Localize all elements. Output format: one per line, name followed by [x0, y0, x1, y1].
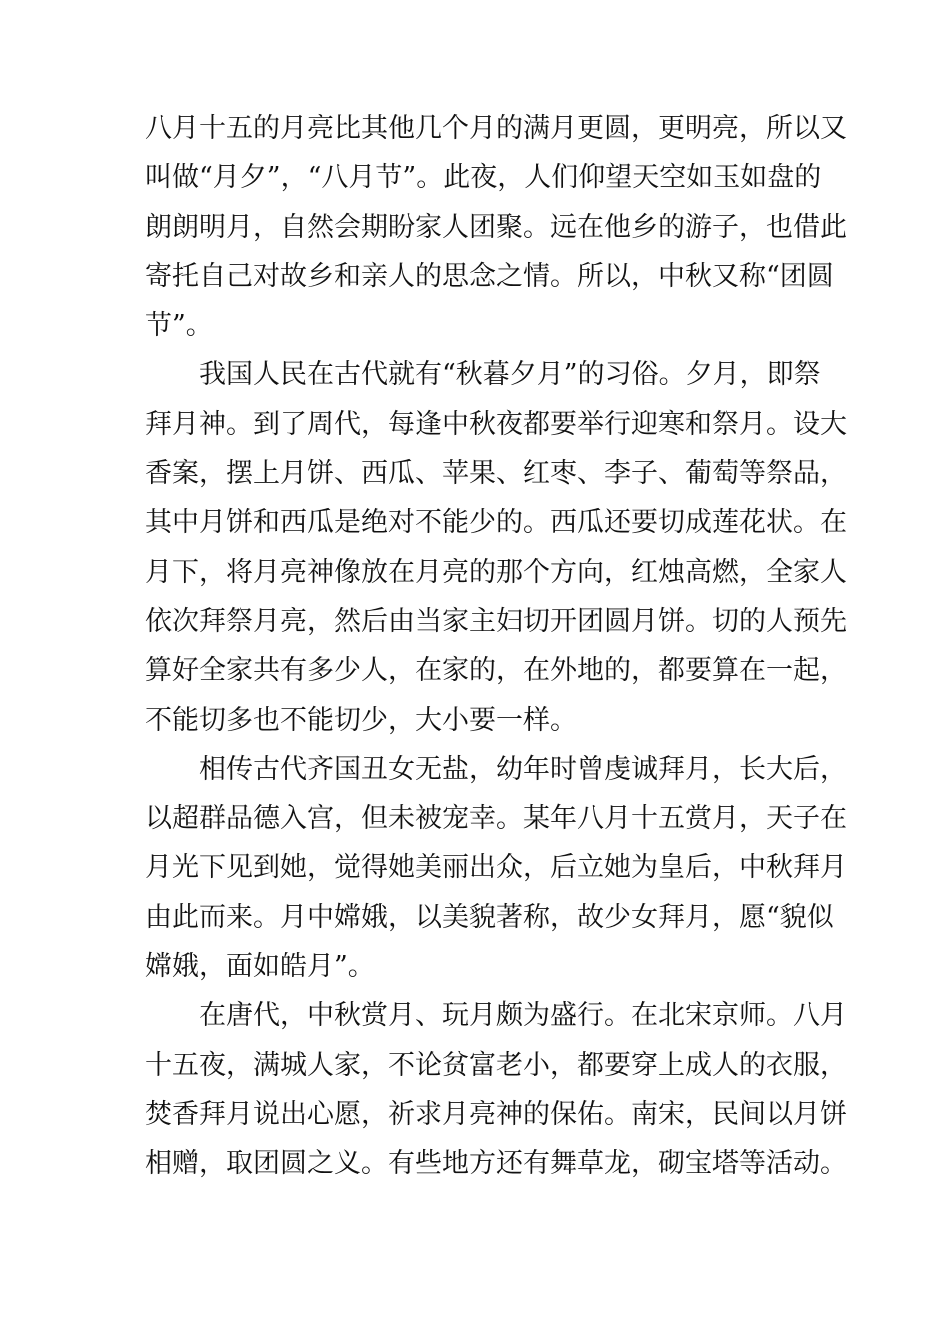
text-line: 依次拜祭月亮，然后由当家主妇切开团圆月饼。切的人预先 — [145, 605, 847, 637]
text-line: 月下，将月亮神像放在月亮的那个方向，红烛高燃，全家人 — [145, 556, 847, 588]
text-line: 我国人民在古代就有“秋暮夕月”的习俗。夕月，即祭 — [199, 359, 821, 391]
text-line: 相赠，取团圆之义。有些地方还有舞草龙，砌宝塔等活动。 — [145, 1148, 847, 1180]
text-line: 十五夜，满城人家，不论贫富老小，都要穿上成人的衣服， — [145, 1049, 847, 1081]
text-line: 相传古代齐国丑女无盐，幼年时曾虔诚拜月，长大后， — [199, 753, 847, 785]
text-line: 嫦娥，面如皓月”。 — [145, 951, 375, 983]
text-line: 以超群品德入宫，但未被宠幸。某年八月十五赏月，天子在 — [145, 803, 847, 835]
text-line: 其中月饼和西瓜是绝对不能少的。西瓜还要切成莲花状。在 — [145, 507, 847, 539]
body-text — [145, 104, 847, 1189]
text-line: 由此而来。月中嫦娥，以美貌著称，故少女拜月，愿“貌似 — [145, 901, 834, 933]
text-line: 八月十五的月亮比其他几个月的满月更圆，更明亮，所以又 — [145, 113, 847, 144]
text-line: 拜月神。到了周代，每逢中秋夜都要举行迎寒和祭月。设大 — [145, 408, 847, 440]
paragraph-2 — [145, 350, 847, 744]
text-line: 月光下见到她，觉得她美丽出众，后立她为皇后，中秋拜月 — [145, 852, 847, 884]
text-line: 节”。 — [145, 310, 213, 342]
paragraph-4 — [145, 991, 847, 1188]
paragraph-3 — [145, 745, 847, 991]
text-line: 焚香拜月说出心愿，祈求月亮神的保佑。南宋，民间以月饼 — [145, 1098, 847, 1130]
text-line: 寄托自己对故乡和亲人的思念之情。所以，中秋又称“团圆 — [145, 260, 834, 292]
text-line: 算好全家共有多少人，在家的，在外地的，都要算在一起， — [145, 655, 847, 687]
text-line: 香案，摆上月饼、西瓜、苹果、红枣、李子、葡萄等祭品， — [145, 458, 847, 490]
text-line: 朗朗明月，自然会期盼家人团聚。远在他乡的游子，也借此 — [145, 211, 847, 243]
paragraph-1 — [145, 104, 847, 350]
text-line: 在唐代，中秋赏月、玩月颇为盛行。在北宋京师。八月 — [199, 1000, 847, 1032]
text-line: 叫做“月夕”，“八月节”。此夜，人们仰望天空如玉如盘的 — [145, 162, 822, 194]
text-line: 不能切多也不能切少，大小要一样。 — [145, 704, 577, 736]
